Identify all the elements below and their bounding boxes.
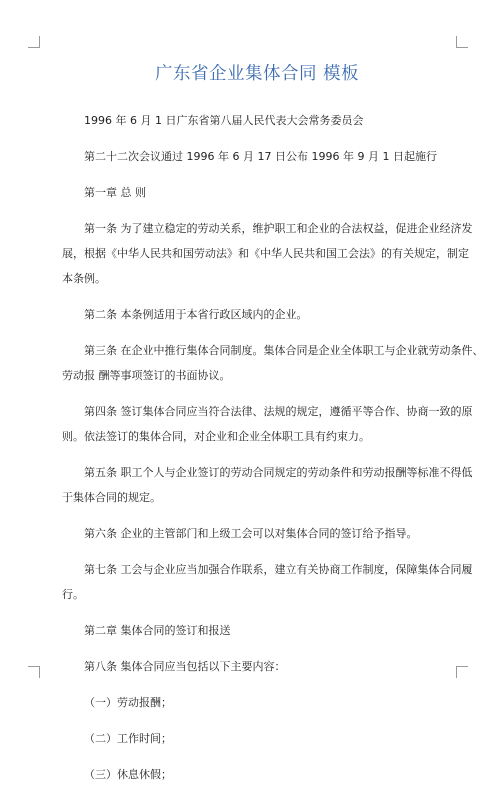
paragraph-line: 行。 bbox=[62, 588, 84, 601]
document-paragraph bbox=[62, 654, 452, 679]
paragraph-line: 本条例。 bbox=[62, 272, 106, 285]
document-paragraph bbox=[62, 618, 452, 643]
paragraph-line: 第一条 为了建立稳定的劳动关系，维护职工和企业的合法权益，促进企业经济发 bbox=[84, 222, 473, 235]
document-paragraph bbox=[62, 726, 452, 751]
paragraph-line: 第七条 工会与企业应当加强合作联系，建立有关协商工作制度，保障集体合同履 bbox=[84, 563, 473, 576]
crop-mark-top-right bbox=[456, 36, 468, 48]
paragraph-line: 第二章 集体合同的签订和报送 bbox=[84, 624, 231, 637]
document-paragraph bbox=[62, 690, 452, 715]
paragraph-line: 第八条 集体合同应当包括以下主要内容： bbox=[84, 660, 286, 673]
crop-mark-top-left bbox=[28, 36, 40, 48]
paragraph-line: 则。依法签订的集体合同，对企业和企业全体职工具有约束力。 bbox=[62, 430, 370, 443]
paragraph-line: 展，根据《中华人民共和国劳动法》和《中华人民共和国工会法》的有关规定，制定 bbox=[62, 247, 469, 260]
paragraph-line: 于集体合同的规定。 bbox=[62, 491, 161, 504]
crop-mark-bottom-left bbox=[28, 666, 40, 678]
document-paragraph bbox=[62, 460, 473, 510]
paragraph-line: 第六条 企业的主管部门和上级工会可以对集体合同的签订给予指导。 bbox=[84, 527, 418, 540]
document-paragraph bbox=[62, 557, 473, 607]
paragraph-line: 第二十二次会议通过 1996 年 6 月 17 日公布 1996 年 9 月 1 日起施行 bbox=[84, 150, 437, 163]
document-body bbox=[62, 108, 484, 798]
crop-mark-bottom-right bbox=[456, 666, 468, 678]
document-title: 广东省企业集体合同 模板 bbox=[154, 64, 360, 84]
paragraph-line: 第一章 总 则 bbox=[84, 186, 146, 199]
document-paragraph bbox=[62, 399, 473, 449]
paragraph-line: （三）休息休假； bbox=[84, 768, 172, 781]
document-paragraph bbox=[62, 144, 452, 169]
paragraph-line: 第三条 在企业中推行集体合同制度。集体合同是企业全体职工与企业就劳动条件、 bbox=[84, 344, 484, 357]
document-paragraph bbox=[62, 108, 452, 133]
document-paragraph bbox=[62, 521, 452, 546]
paragraph-line: 第二条 本条例适用于本省行政区域内的企业。 bbox=[84, 308, 308, 321]
document-paragraph bbox=[62, 216, 473, 291]
document-paragraph bbox=[62, 180, 452, 205]
paragraph-line: 第五条 职工个人与企业签订的劳动合同规定的劳动条件和劳动报酬等标准不得低 bbox=[84, 466, 473, 479]
document-paragraph bbox=[62, 762, 452, 787]
paragraph-line: （二）工作时间； bbox=[84, 732, 172, 745]
document-paragraph bbox=[62, 302, 452, 327]
paragraph-line: 1996 年 6 月 1 日广东省第八届人民代表大会常务委员会 bbox=[84, 114, 364, 127]
paragraph-line: 第四条 签订集体合同应当符合法律、法规的规定，遵循平等合作、协商一致的原 bbox=[84, 405, 473, 418]
paragraph-line: （一）劳动报酬； bbox=[84, 696, 172, 709]
paragraph-line: 劳动报 酬等事项签订的书面协议。 bbox=[62, 369, 231, 382]
document-paragraph bbox=[62, 338, 484, 388]
